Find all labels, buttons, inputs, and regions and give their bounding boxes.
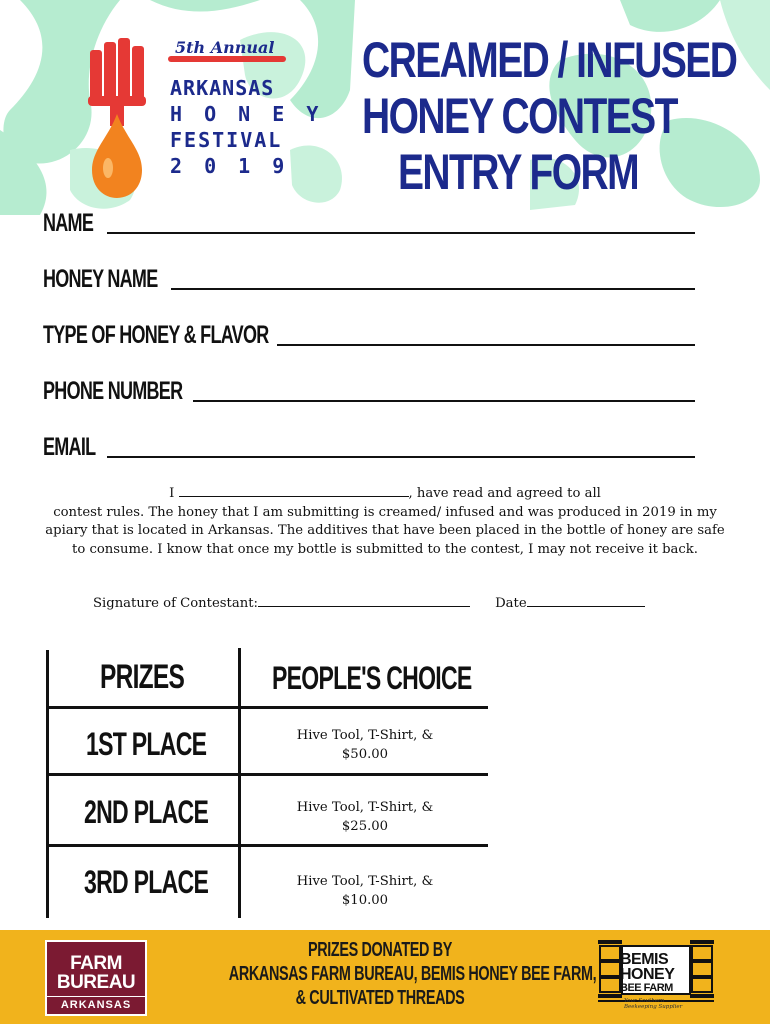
first-place-prize-line1: Hive Tool, T-Shirt, & xyxy=(296,728,434,743)
signature-label: Signature of Contestant: xyxy=(93,596,258,611)
email-label: EMAIL xyxy=(43,433,96,461)
donated-line3: & CULTIVATED THREADS xyxy=(295,987,465,1009)
honey-type-input-line[interactable] xyxy=(277,344,695,346)
honey-type-label: TYPE OF HONEY & FLAVOR xyxy=(43,321,269,349)
email-field[interactable] xyxy=(43,430,695,460)
bemis-line1: BEMIS xyxy=(620,951,669,968)
signature-blank[interactable] xyxy=(258,594,470,607)
agreement-text xyxy=(40,484,730,559)
bemis-line2: HONEY xyxy=(620,966,675,983)
second-place-prize-line1: Hive Tool, T-Shirt, & xyxy=(296,800,434,815)
bemis-tag2: Beekeeping Supplier xyxy=(624,1004,683,1010)
bemis-line3: BEE FARM xyxy=(620,982,673,994)
agreement-prefix: I xyxy=(169,486,175,501)
first-place-label: 1ST PLACE xyxy=(86,726,207,762)
honey-name-label: HONEY NAME xyxy=(43,265,158,293)
title-line-1: CREAMED / INFUSED xyxy=(362,32,737,88)
table-rule xyxy=(46,844,488,847)
farm-bureau-logo xyxy=(45,940,147,1016)
table-rule xyxy=(46,773,488,776)
date-label: Date xyxy=(495,596,527,611)
farm-bureau-line2: BUREAU xyxy=(56,972,136,993)
second-place-prize-amount: $25.00 xyxy=(341,819,389,834)
signature-row xyxy=(93,594,645,611)
third-place-prize-amount: $10.00 xyxy=(341,893,389,908)
peoples-choice-header: PEOPLE'S CHOICE xyxy=(272,660,472,696)
bemis-brand xyxy=(620,952,674,994)
honey-dipper-icon xyxy=(80,30,160,200)
logo-line-year: 2 0 1 9 xyxy=(170,154,290,178)
name-field[interactable] xyxy=(43,206,695,236)
logo-line-festival: FESTIVAL xyxy=(170,128,283,152)
bemis-tagline xyxy=(624,998,682,1010)
name-input-line[interactable] xyxy=(107,232,695,234)
first-place-prize-amount: $50.00 xyxy=(341,747,389,762)
honey-type-field[interactable] xyxy=(43,318,695,348)
donated-line2: ARKANSAS FARM BUREAU, BEMIS HONEY BEE FARM, xyxy=(228,963,597,985)
third-place-prize-line1: Hive Tool, T-Shirt, & xyxy=(296,874,434,889)
phone-label: PHONE NUMBER xyxy=(43,377,183,405)
email-input-line[interactable] xyxy=(107,456,695,458)
honey-name-field[interactable] xyxy=(43,262,695,292)
donated-by-text xyxy=(170,938,597,1010)
date-blank[interactable] xyxy=(527,594,645,607)
bemis-logo xyxy=(594,938,718,1020)
first-place-prize xyxy=(240,726,490,764)
farm-bureau-line3: ARKANSAS xyxy=(47,996,145,1011)
third-place-prize xyxy=(240,872,490,910)
logo-line-arkansas: ARKANSAS xyxy=(170,76,275,100)
title-line-2: HONEY CONTEST xyxy=(362,88,677,144)
donated-line1: PRIZES DONATED BY xyxy=(307,939,453,961)
second-place-prize xyxy=(240,798,490,836)
sponsor-footer xyxy=(0,930,770,1024)
table-rule xyxy=(46,706,488,709)
prizes-header: PRIZES xyxy=(100,658,185,696)
agreement-body: contest rules. The honey that I am submitting is creamed/ infused and was produced in 2019 in my apiary that is located in Arkansas. The additives that have been placed in the bottle of honey are safe to consume. I know that once my bottle is submitted to the contest, I may not receive it back. xyxy=(45,504,725,557)
phone-field[interactable] xyxy=(43,374,695,404)
phone-input-line[interactable] xyxy=(193,400,695,402)
title-line-3: ENTRY FORM xyxy=(397,144,639,200)
agreement-suffix: , have read and agreed to all xyxy=(408,486,601,501)
table-left-border xyxy=(46,650,49,918)
page-title xyxy=(318,32,737,200)
agreement-name-blank[interactable] xyxy=(179,484,409,497)
prizes-table xyxy=(0,648,770,920)
annual-label: 5th Annual xyxy=(175,38,275,57)
logo-line-honey: H O N E Y xyxy=(170,102,324,126)
festival-logo xyxy=(80,30,324,200)
third-place-label: 3RD PLACE xyxy=(84,864,209,900)
farm-bureau-line1: FARM xyxy=(70,953,122,974)
honey-name-input-line[interactable] xyxy=(171,288,695,290)
name-label: NAME xyxy=(43,209,94,237)
second-place-label: 2ND PLACE xyxy=(84,794,209,830)
bemis-tag1: Your Southern xyxy=(624,998,665,1004)
